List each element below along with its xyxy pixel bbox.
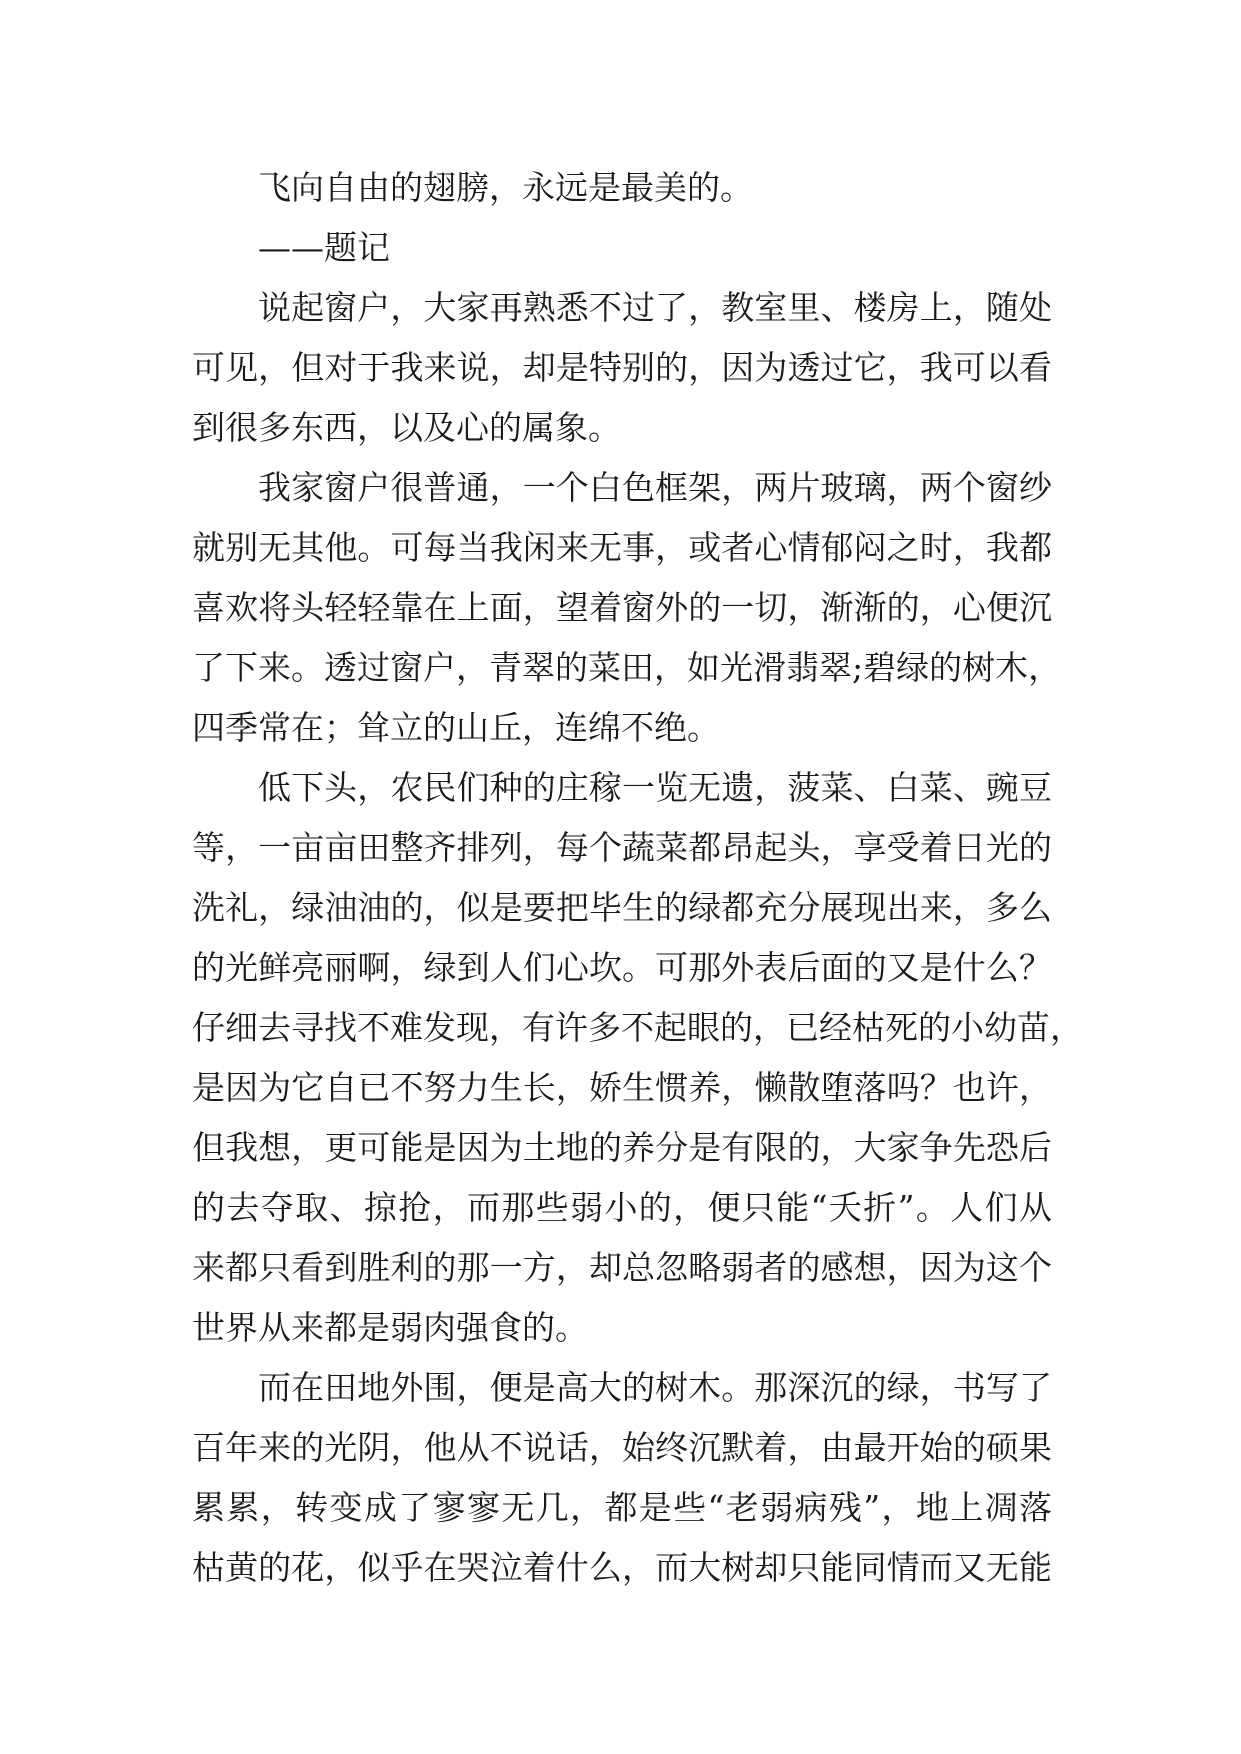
paragraph-4 xyxy=(192,1358,1052,1598)
paragraph-line: 百年来的光阴，他从不说话，始终沉默着，由最开始的硕果 xyxy=(192,1428,1052,1467)
paragraph-line: 我家窗户很普通，一个白色框架，两片玻璃，两个窗纱 xyxy=(258,468,1052,507)
epigraph-attribution: ——题记 xyxy=(258,228,390,267)
paragraph-line: 就别无其他。可每当我闲来无事，或者心情郁闷之时，我都 xyxy=(192,528,1052,567)
paragraph-line: 低下头，农民们种的庄稼一览无遗，菠菜、白菜、豌豆 xyxy=(258,768,1052,807)
paragraph-line: 四季常在；耸立的山丘，连绵不绝。 xyxy=(192,708,720,747)
paragraph-line: 喜欢将头轻轻靠在上面，望着窗外的一切，渐渐的，心便沉 xyxy=(192,588,1052,627)
paragraph-line: 的去夺取、掠抢，而那些弱小的，便只能“夭折”。人们从 xyxy=(192,1188,1052,1227)
paragraph-line: 是因为它自已不努力生长，娇生惯养，懒散堕落吗？也许， xyxy=(192,1068,1052,1107)
paragraph-line: 而在田地外围，便是高大的树木。那深沉的绿，书写了 xyxy=(258,1368,1052,1407)
paragraph-3 xyxy=(192,758,1083,1358)
paragraph-line: 了下来。透过窗户，青翠的菜田，如光滑翡翠;碧绿的树木， xyxy=(192,648,1062,687)
paragraph-line: 到很多东西，以及心的属象。 xyxy=(192,408,621,447)
paragraph-line: 可见，但对于我来说，却是特别的，因为透过它，我可以看 xyxy=(192,348,1052,387)
paragraph-line: 累累，转变成了寥寥无几，都是些“老弱病残”，地上凋落 xyxy=(192,1488,1052,1527)
paragraph-line: 说起窗户，大家再熟悉不过了，教室里、楼房上，随处 xyxy=(258,288,1052,327)
paragraph-line: 世界从来都是弱肉强食的。 xyxy=(192,1308,588,1347)
epigraph-text: 飞向自由的翅膀，永远是最美的。 xyxy=(258,168,753,207)
paragraph-line: 的光鲜亮丽啊，绿到人们心坎。可那外表后面的又是什么？ xyxy=(192,948,1052,987)
paragraph-line: 洗礼，绿油油的，似是要把毕生的绿都充分展现出来，多么 xyxy=(192,888,1052,927)
document-body xyxy=(192,158,1083,1598)
paragraph-line: 等，一亩亩田整齐排列，每个蔬菜都昂起头，享受着日光的 xyxy=(192,828,1052,867)
paragraph-line: 枯黄的花，似乎在哭泣着什么，而大树却只能同情而又无能 xyxy=(192,1548,1052,1587)
paragraph-line: 仔细去寻找不难发现，有许多不起眼的，已经枯死的小幼苗， xyxy=(192,1008,1083,1047)
paragraph-line: 来都只看到胜利的那一方，却总忽略弱者的感想，因为这个 xyxy=(192,1248,1052,1287)
paragraph-line: 但我想，更可能是因为土地的养分是有限的，大家争先恐后 xyxy=(192,1128,1052,1167)
paragraph-2 xyxy=(192,458,1062,758)
paragraph-1 xyxy=(192,278,1052,458)
